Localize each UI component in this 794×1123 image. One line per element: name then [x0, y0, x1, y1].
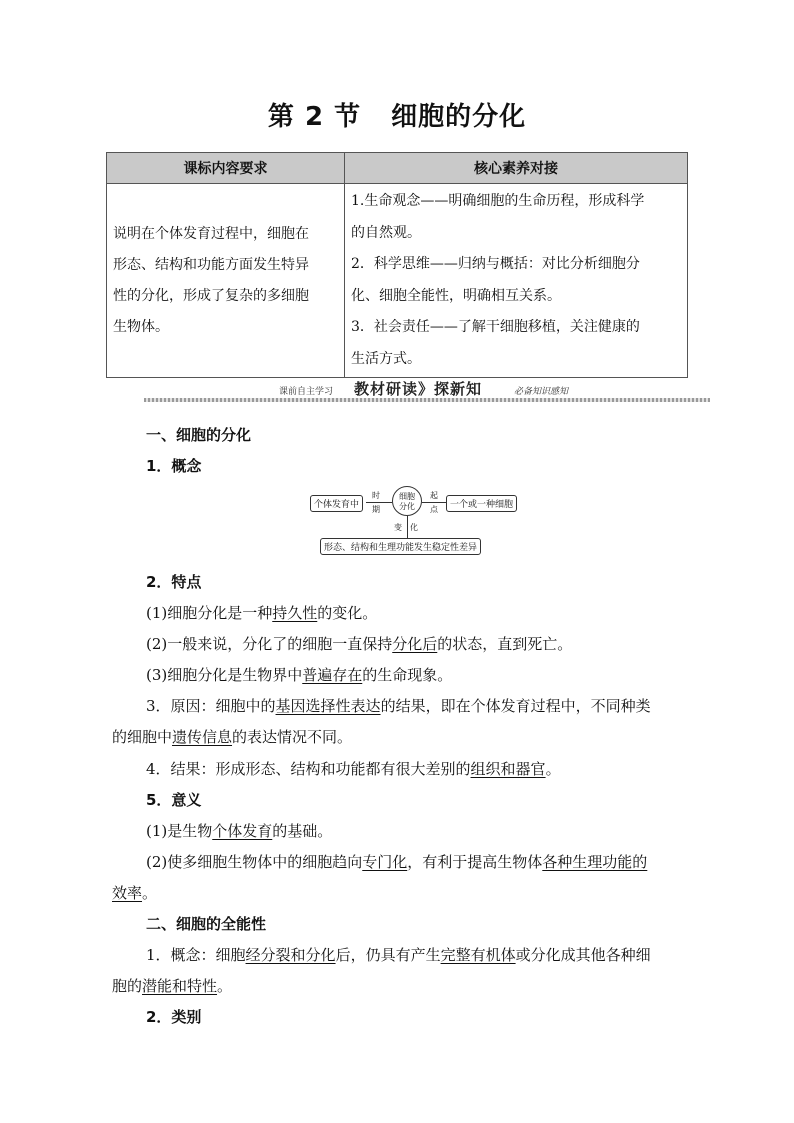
banner-right-label: 必备知识感知: [514, 387, 569, 397]
meaning-2-cont: 效率。: [112, 884, 158, 902]
differentiation-diagram: 个体发育中 时 期 细胞 分化 起 点 一个或一种细胞 变 化 形态、结构和生理功能发生稳定性差异: [310, 486, 520, 556]
section1-heading: 一、细胞的分化: [146, 426, 252, 444]
table-cell-left: 说明在个体发育过程中，细胞在 形态、结构和功能方面发生特异 性的分化，形成了复杂的多细胞 生物体。: [107, 184, 345, 378]
diagram-left-box: 个体发育中: [310, 495, 363, 512]
table-header-right: 核心素养对接: [345, 153, 688, 184]
meaning-1: (1)是生物个体发育的基础。: [146, 822, 333, 840]
result-line: 4．结果：形成形态、结构和功能都有很大差别的组织和器官。: [146, 760, 561, 778]
banner-title: 教材研读》探新知: [354, 380, 483, 398]
diagram-right-box: 一个或一种细胞: [446, 495, 517, 512]
section2-heading: 二、细胞的全能性: [146, 915, 267, 933]
types-heading: 2．类别: [146, 1008, 202, 1026]
features-heading: 2．特点: [146, 573, 202, 591]
diagram-center-circle: 细胞 分化: [392, 486, 422, 516]
cause-line-2: 的细胞中遗传信息的表达情况不同。: [112, 728, 353, 746]
concept-heading: 1．概念: [146, 457, 202, 475]
banner-left-label: 课前自主学习: [279, 387, 334, 397]
diagram-bottom-box: 形态、结构和生理功能发生稳定性差异: [320, 538, 481, 555]
meaning-heading: 5．意义: [146, 791, 202, 809]
table-cell-right: 1.生命观念——明确细胞的生命历程，形成科学 的自然观。 2．科学思维——归纳与概括：对比分析细胞分 化、细胞全能性，明确相互关系。 3．社会责任——了解干细胞移植，关注健康的 生活方式。: [345, 184, 688, 378]
feature-3: (3)细胞分化是生物界中普遍存在的生命现象。: [146, 666, 453, 684]
meaning-2: (2)使多细胞生物体中的细胞趋向专门化，有利于提高生物体各种生理功能的: [146, 853, 648, 871]
totipotency-concept-cont: 胞的潜能和特性。: [112, 977, 233, 995]
section-banner: [144, 378, 710, 404]
cause-line-1: 3．原因：细胞中的基因选择性表达的结果，即在个体发育过程中，不同种类: [146, 697, 651, 715]
table-header-left: 课标内容要求: [107, 153, 345, 184]
feature-2: (2)一般来说，分化了的细胞一直保持分化后的状态，直到死亡。: [146, 635, 573, 653]
page-title: 第 2 节 细胞的分化: [267, 102, 527, 132]
totipotency-concept: 1．概念：细胞经分裂和分化后，仍具有产生完整有机体或分化成其他各种细: [146, 946, 651, 964]
feature-1: (1)细胞分化是一种持久性的变化。: [146, 604, 378, 622]
requirements-table: [106, 152, 688, 378]
